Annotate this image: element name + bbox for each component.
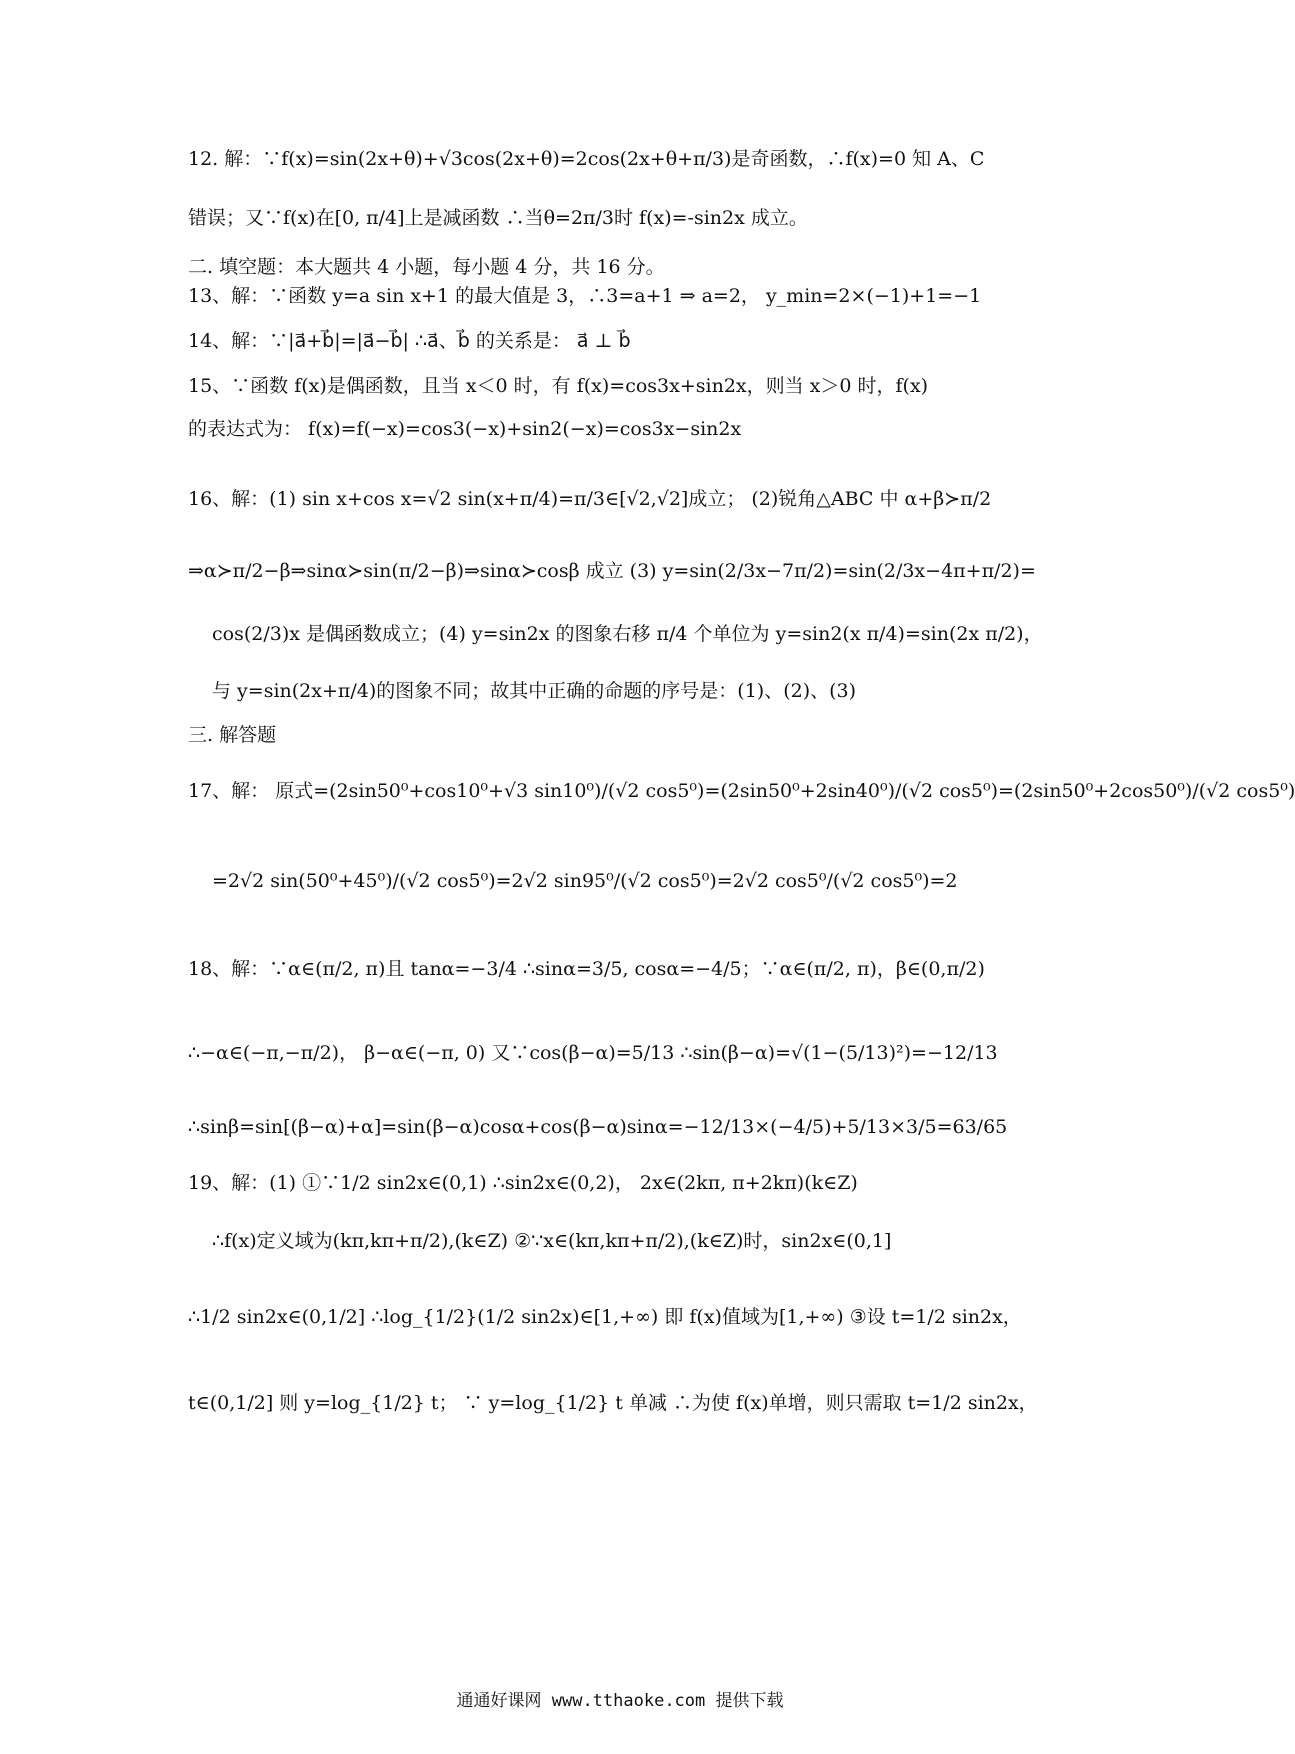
answer-16-line-1: 16、解：(1) sin x+cos x=√2 sin(x+π/4)=π/3∈[√2,√2]成立； (2)锐角△ABC 中 α+β≻π/2 [188,488,992,510]
section-2-heading: 二. 填空题：本大题共 4 小题，每小题 4 分，共 16 分。 [188,256,665,278]
answer-19-line-3: ∴1/2 sin2x∈(0,1/2] ∴log_{1/2}(1/2 sin2x)∈[1,+∞) 即 f(x)值域为[1,+∞) ③设 t=1/2 sin2x， [188,1306,1022,1328]
footer-source: 通通好课网 www.tthaoke.com 提供下载 [456,1691,784,1711]
answer-12-line-2: 错误；又∵f(x)在[0, π/4]上是减函数 ∴当θ=2π/3时 f(x)=-sin2x 成立。 [188,207,808,229]
answer-15-line-1: 15、∵函数 f(x)是偶函数，且当 x＜0 时，有 f(x)=cos3x+sin2x，则当 x＞0 时，f(x) [188,375,929,397]
answer-17-line-1: 17、解： 原式=(2sin50⁰+cos10⁰+√3 sin10⁰)/(√2 cos5⁰)=(2sin50⁰+2sin40⁰)/(√2 cos5⁰)=(2sin50⁰+2cos50⁰)/(√2 cos5⁰) [188,780,1295,802]
answer-18-line-3: ∴sinβ=sin[(β−α)+α]=sin(β−α)cosα+cos(β−α)sinα=−12/13×(−4/5)+5/13×3/5=63/65 [188,1116,1008,1138]
answer-16-line-2: ⇒α≻π/2−β⇒sinα≻sin(π/2−β)⇒sinα≻cosβ 成立 (3) y=sin(2/3x−7π/2)=sin(2/3x−4π+π/2)= [188,560,1036,582]
answer-18-line-2: ∴−α∈(−π,−π/2)， β−α∈(−π, 0) 又∵cos(β−α)=5/13 ∴sin(β−α)=√(1−(5/13)²)=−12/13 [188,1042,998,1064]
answer-16-line-4: 与 y=sin(2x+π/4)的图象不同；故其中正确的命题的序号是：(1)、(2)、(3) [212,680,857,702]
answer-19-line-1: 19、解：(1) ①∵1/2 sin2x∈(0,1) ∴sin2x∈(0,2)， 2x∈(2kπ, π+2kπ)(k∈Z) [188,1172,858,1194]
answer-18-line-1: 18、解：∵α∈(π/2, π)且 tanα=−3/4 ∴sinα=3/5, cosα=−4/5；∵α∈(π/2, π)，β∈(0,π/2) [188,958,985,980]
answer-19-line-4: t∈(0,1/2] 则 y=log_{1/2} t； ∵ y=log_{1/2} t 单减 ∴为使 f(x)单增，则只需取 t=1/2 sin2x， [188,1392,1038,1414]
answer-13: 13、解：∵函数 y=a sin x+1 的最大值是 3，∴3=a+1 ⇒ a=2， y_min=2×(−1)+1=−1 [188,285,982,307]
answer-14: 14、解：∵|a⃗+b⃗|=|a⃗−b⃗| ∴a⃗、b⃗ 的关系是： a⃗ ⊥ b⃗ [188,330,631,352]
answer-15-line-2: 的表达式为： f(x)=f(−x)=cos3(−x)+sin2(−x)=cos3x−sin2x [188,418,742,440]
answer-16-line-3: cos(2/3)x 是偶函数成立；(4) y=sin2x 的图象右移 π/4 个单位为 y=sin2(x π/4)=sin(2x π/2)， [212,623,1043,645]
answer-17-line-2: =2√2 sin(50⁰+45⁰)/(√2 cos5⁰)=2√2 sin95⁰/(√2 cos5⁰)=2√2 cos5⁰/(√2 cos5⁰)=2 [212,870,958,892]
answer-12-line-1: 12. 解：∵f(x)=sin(2x+θ)+√3cos(2x+θ)=2cos(2x+θ+π/3)是奇函数，∴f(x)=0 知 A、C [188,148,985,170]
answer-19-line-2: ∴f(x)定义域为(kπ,kπ+π/2),(k∈Z) ②∵x∈(kπ,kπ+π/2),(k∈Z)时，sin2x∈(0,1] [212,1230,892,1252]
section-3-heading: 三. 解答题 [188,724,277,746]
